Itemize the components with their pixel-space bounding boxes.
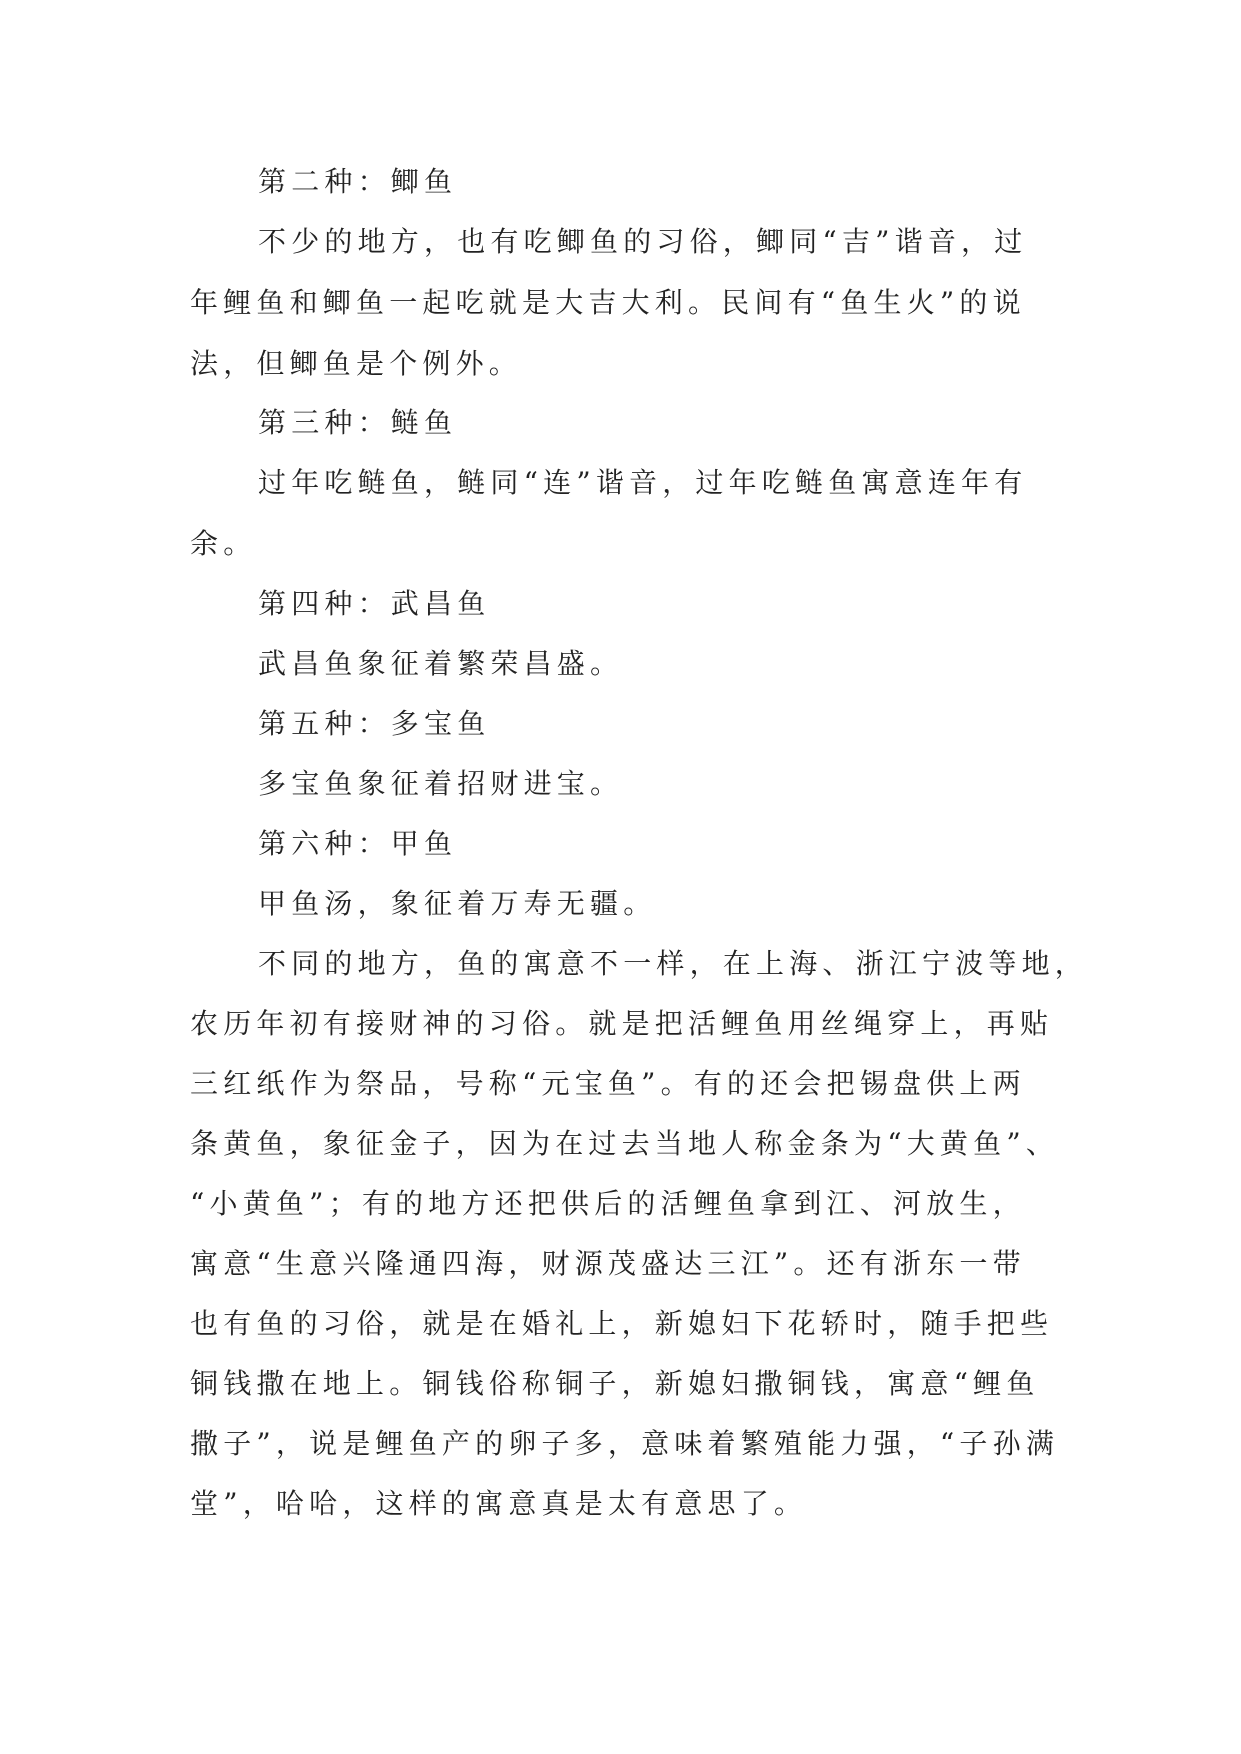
heading-second-kind: 第二种：鲫鱼 bbox=[258, 165, 458, 198]
paragraph-line: “小黄鱼”；有的地方还把供后的活鲤鱼拿到江、河放生， bbox=[190, 1187, 1026, 1220]
paragraph-line: 过年吃鲢鱼，鲢同“连”谐音，过年吃鲢鱼寓意连年有 bbox=[258, 466, 1028, 499]
paragraph-line: 农历年初有接财神的习俗。就是把活鲤鱼用丝绳穿上，再贴 bbox=[190, 1007, 1054, 1040]
paragraph-line: 法，但鲫鱼是个例外。 bbox=[190, 347, 523, 380]
paragraph-line: 不同的地方，鱼的寓意不一样，在上海、浙江宁波等地， bbox=[258, 947, 1089, 980]
paragraph-line: 条黄鱼，象征金子，因为在过去当地人称金条为“大黄鱼”、 bbox=[190, 1127, 1060, 1160]
paragraph-line: 年鲤鱼和鲫鱼一起吃就是大吉大利。民间有“鱼生火”的说 bbox=[190, 286, 1026, 319]
paragraph-line: 寓意“生意兴隆通四海，财源茂盛达三江”。还有浙东一带 bbox=[190, 1247, 1026, 1280]
paragraph-line: 三红纸作为祭品，号称“元宝鱼”。有的还会把锡盘供上两 bbox=[190, 1067, 1026, 1100]
heading-third-kind: 第三种：鲢鱼 bbox=[258, 406, 458, 439]
paragraph-line: 多宝鱼象征着招财进宝。 bbox=[258, 767, 624, 800]
paragraph-line: 铜钱撒在地上。铜钱俗称铜子，新媳妇撒铜钱，寓意“鲤鱼 bbox=[190, 1367, 1040, 1400]
paragraph-line: 余。 bbox=[190, 527, 257, 560]
paragraph-line: 武昌鱼象征着繁荣昌盛。 bbox=[258, 647, 624, 680]
paragraph-line: 不少的地方，也有吃鲫鱼的习俗，鲫同“吉”谐音，过 bbox=[258, 225, 1028, 258]
paragraph-line: 甲鱼汤，象征着万寿无疆。 bbox=[258, 887, 657, 920]
paragraph-line: 撒子”，说是鲤鱼产的卵子多，意味着繁殖能力强，“子孙满 bbox=[190, 1427, 1060, 1460]
paragraph-line: 堂”，哈哈，这样的寓意真是太有意思了。 bbox=[190, 1487, 808, 1520]
heading-fifth-kind: 第五种：多宝鱼 bbox=[258, 707, 491, 740]
paragraph-line: 也有鱼的习俗，就是在婚礼上，新媳妇下花轿时，随手把些 bbox=[190, 1307, 1054, 1340]
heading-sixth-kind: 第六种：甲鱼 bbox=[258, 827, 458, 860]
heading-fourth-kind: 第四种：武昌鱼 bbox=[258, 587, 491, 620]
